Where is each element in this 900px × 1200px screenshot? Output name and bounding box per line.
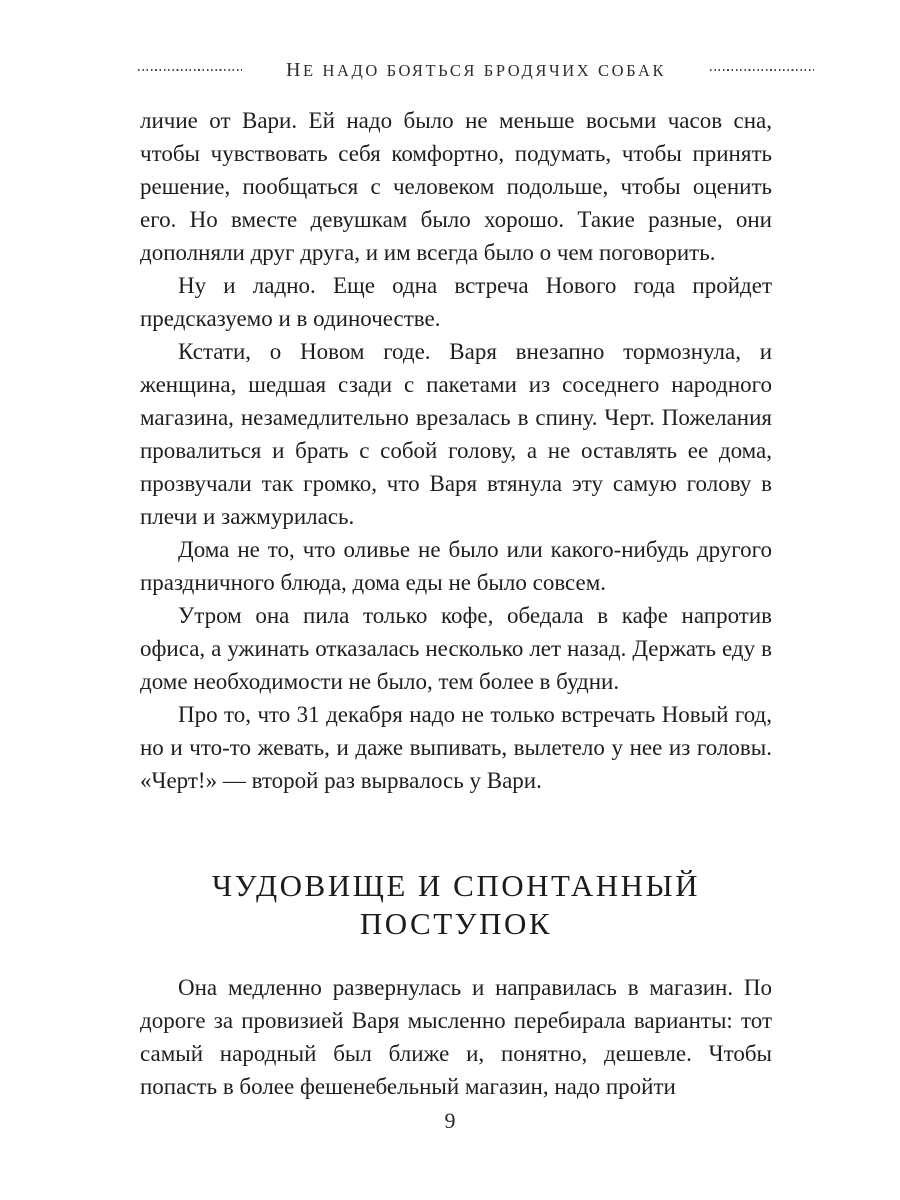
- paragraph: Дома не то, что оливье не было или какого-нибудь другого праздничного блюда, дома еды не было совсем.: [140, 537, 772, 595]
- chapter-title-line-1: ЧУДОВИЩЕ И СПОНТАННЫЙ: [212, 868, 700, 903]
- header-dotted-rule-left: [138, 69, 242, 71]
- page-footer: [0, 1108, 900, 1134]
- paragraph: Кстати, о Новом годе. Варя внезапно тормознула, и женщина, шедшая сзади с пакетами из соседнего народного магазина, незамедлительно врезалась в спину. Черт. Пожелания провалиться и брать с собой голову, а не оставлять ее дома, прозвучали так громко, что Варя втянула эту самую голову в плечи и зажмурилась.: [140, 339, 772, 529]
- paragraph: Про то, что 31 декабря надо не только встречать Новый год, но и что-то жевать, и даже выпивать, вылетело у нее из головы. «Черт!» — второй раз вырвалось у Вари.: [140, 702, 772, 793]
- page-body: [140, 104, 772, 1103]
- paragraph: Утром она пила только кофе, обедала в кафе напротив офиса, а ужинать отказалась несколько лет назад. Держать еду в доме необходимости не было, тем более в будни.: [140, 603, 772, 694]
- paragraph: Она медленно развернулась и направилась в магазин. По дороге за провизией Варя мысленно перебирала варианты: тот самый народный был ближе и, понятно, дешевле. Чтобы попасть в более фешенебельный магазин, надо пройти: [140, 975, 772, 1099]
- chapter-title: [140, 867, 772, 943]
- text-section-bottom: [140, 971, 772, 1103]
- header-dotted-rule-right: [710, 69, 814, 71]
- running-title: НЕ НАДО БОЯТЬСЯ БРОДЯЧИХ СОБАК: [286, 58, 667, 81]
- running-header: [138, 57, 770, 83]
- text-section-top: [140, 104, 772, 797]
- paragraph: Ну и ладно. Еще одна встреча Нового года пройдет предсказуемо и в одиночестве.: [140, 273, 772, 331]
- chapter-title-line-2: ПОСТУПОК: [359, 906, 553, 941]
- paragraph: личие от Вари. Ей надо было не меньше восьми часов сна, чтобы чувствовать себя комфортно, подумать, чтобы принять решение, пообщаться с человеком подольше, чтобы оценить его. Но вместе девушкам было хорошо. Такие разные, они дополняли друг друга, и им всегда было о чем поговорить.: [140, 108, 772, 265]
- page-number: 9: [444, 1108, 456, 1133]
